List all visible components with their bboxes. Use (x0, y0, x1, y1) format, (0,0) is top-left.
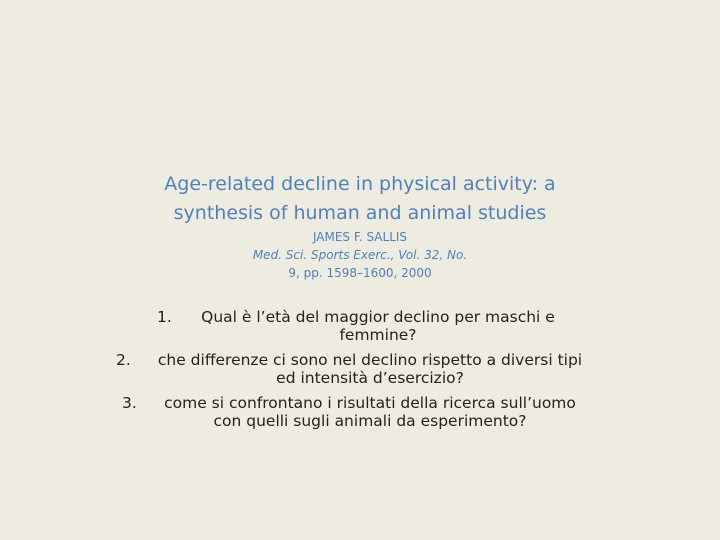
question-text (150, 395, 590, 430)
question-item (0, 309, 720, 352)
citation-block (180, 228, 540, 282)
question-number: 1. (157, 308, 172, 326)
question-text-line: ed intensità d’esercizio? (276, 368, 464, 387)
question-text (178, 309, 578, 344)
journal-citation: Med. Sci. Sports Exerc., Vol. 32, No. (252, 248, 468, 262)
slide-title (120, 170, 600, 228)
question-number: 3. (122, 394, 137, 412)
question-item (0, 352, 720, 395)
author-name: JAMES F. SALLIS (312, 230, 408, 244)
question-number: 2. (116, 351, 131, 369)
title-line-2: synthesis of human and animal studies (173, 202, 547, 224)
journal-citation-details: 9, pp. 1598–1600, 2000 (288, 266, 432, 280)
question-text-line: che differenze ci sono nel declino rispetto a diversi tipi (157, 351, 583, 369)
question-text-line: Qual è l’età del maggior declino per maschi e (201, 308, 555, 326)
question-text-line: con quelli sugli animali da esperimento? (213, 411, 527, 430)
title-line-1: Age-related decline in physical activity: a (164, 173, 556, 195)
question-text-line: come si confrontano i risultati della ricerca sull’uomo (164, 394, 576, 412)
question-item (0, 395, 720, 438)
question-text-line: femmine? (339, 325, 417, 344)
question-list (0, 309, 720, 438)
question-text (150, 352, 590, 387)
